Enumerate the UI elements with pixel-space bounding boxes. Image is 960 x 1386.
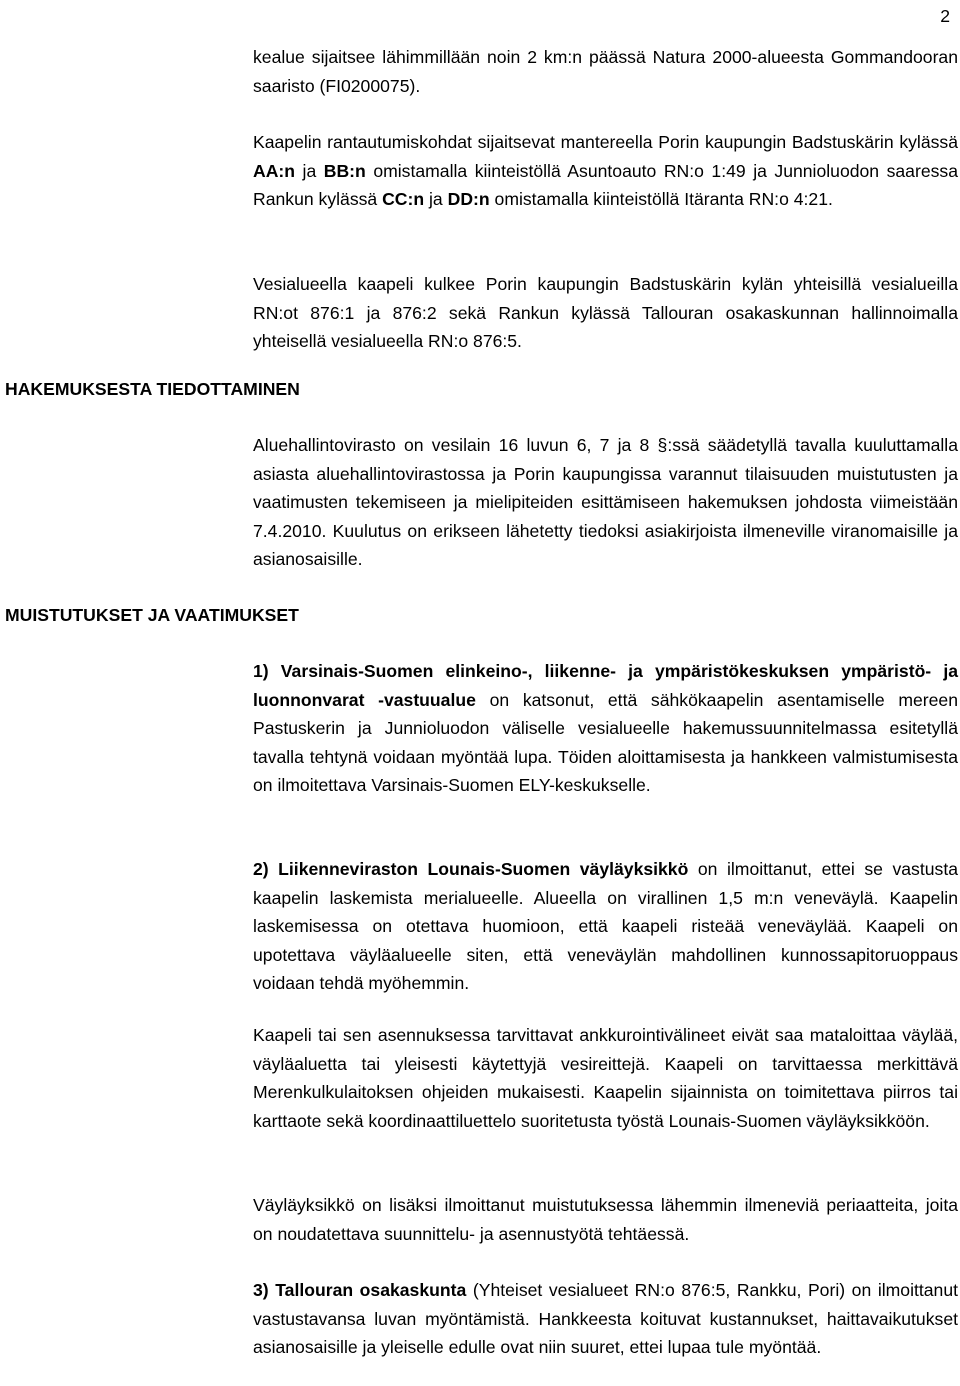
objection-2-paragraph-2: Kaapeli tai sen asennuksessa tarvittavat ankkurointivälineet eivät saa mataloittaa väylää, väyläaluetta tai yleisesti käytettyjä vesireittejä. Kaapeli on tarvittaessa merkittävä Merenkulkulaitoksen ohjeiden mukaisesti. Kaapelin sijainnista on toimitettava piirros tai karttaote sekä koordinaattiluettelo suoritetusta työstä Lounais-Suomen väyläyksikköön. (253, 1025, 958, 1131)
objection-2: 2) Liikenneviraston Lounais-Suomen väyläyksikkö on ilmoittanut, ettei se vastusta kaapelin laskemista merialueelle. Alueella on virallinen 1,5 m:n veneväylä. Kaapelin laskemisessa on otettava huomioon, että kaapeli risteää veneväylää. Kaapeli on upotettava väyläalueelle siten, että veneväylän mahdollinen kunnossapitoruoppaus voidaan tehdä myöhemmin. (253, 859, 958, 993)
objection-3: 3) Tallouran osakaskunta (Yhteiset vesialueet RN:o 876:5, Rankku, Pori) on ilmoittanut vastustavansa luvan myöntämistä. Hankkeesta koituvat kustannukset, haittavaikutukset asianosaisille ja yleiselle edulle ovat niin suuret, ettei lupaa tule myöntää. (253, 1280, 959, 1357)
intro-paragraph-landing-sites: Kaapelin rantautumiskohdat sijaitsevat mantereella Porin kaupungin Badstuskärin kylässä AA:n ja BB:n omistamalla kiinteistöllä Asuntoauto RN:o 1:49 ja Junnioluodon saaressa Rankun kylässä CC:n ja DD:n omistamalla kiinteistöllä Itäranta RN:o 4:21. (253, 132, 958, 209)
objection-2-paragraph-3: Väyläyksikkö on lisäksi ilmoittanut muistutuksessa lähemmin ilmeneviä periaatteita, joita on noudatettava suunnittelu- ja asennustyötä tehtäessä. (253, 1195, 958, 1244)
heading-objections: MUISTUTUKSET JA VAATIMUKSET (5, 605, 299, 625)
objection-1: 1) Varsinais-Suomen elinkeino-, liikenne- ja ympäristökeskuksen ympäristö- ja luonnonvarat -vastuualue on katsonut, että sähkökaapelin asentamiselle mereen Pastuskerin ja Junnioluodon väliselle vesialueelle hakemussuunnitelmassa esitetyllä tavalla tehtynä voidaan myöntää lupa. Töiden aloittamisesta ja hankkeen valmistumisesta on ilmoitettava Varsinais-Suomen ELY-keskukselle. (253, 661, 958, 795)
intro-paragraph-natura: kealue sijaitsee lähimmillään noin 2 km:n päässä Natura 2000-alueesta Gommandooran saaristo (FI0200075). (253, 47, 958, 96)
page-number: 2 (940, 6, 950, 26)
intro-paragraph-water-area: Vesialueella kaapeli kulkee Porin kaupungin Badstuskärin kylän yhteisillä vesialueilla RN:ot 876:1 ja 876:2 sekä Rankun kylässä Tallouran osakaskunnan hallinnoimalla yhteisellä vesialueella RN:o 876:5. (253, 274, 958, 351)
heading-notification: HAKEMUKSESTA TIEDOTTAMINEN (5, 379, 300, 399)
notification-paragraph: Aluehallintovirasto on vesilain 16 luvun 6, 7 ja 8 §:ssä säädetyllä tavalla kuuluttamalla asiasta aluehallintovirastossa ja Porin kaupungissa varannut tilaisuuden muistutusten ja vaatimusten tekemiseen ja mielipiteiden esittämiseen hakemuksen johdosta viimeistään 7.4.2010. Kuulutus on erikseen lähetetty tiedoksi asiakirjoista ilmeneville viranomaisille ja asianosaisille. (253, 435, 958, 569)
